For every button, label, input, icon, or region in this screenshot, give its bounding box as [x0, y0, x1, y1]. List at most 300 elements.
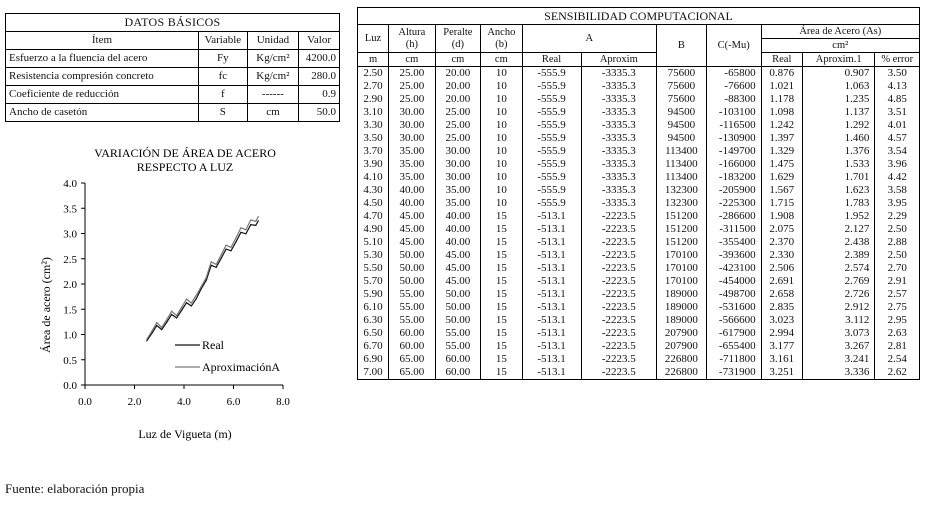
cell-luz: 2.50 — [358, 67, 389, 81]
data-point — [166, 319, 167, 320]
cell-error: 3.58 — [875, 184, 920, 197]
cell-altura: 50.00 — [389, 275, 436, 288]
cell-peralte: 45.00 — [435, 249, 481, 262]
data-point — [230, 247, 231, 248]
cell-a-aprox: -3335.3 — [581, 158, 657, 171]
cell-luz: 5.70 — [358, 275, 389, 288]
cell-as-aprox: 1.063 — [802, 80, 874, 93]
cell-peralte: 30.00 — [435, 171, 481, 184]
table-row — [358, 236, 920, 249]
cell-peralte: 30.00 — [435, 145, 481, 158]
cell-altura: 65.00 — [389, 353, 436, 366]
cell-ancho: 15 — [481, 223, 522, 236]
sensitivity-table — [357, 7, 920, 380]
basic-unit: cm — [247, 104, 298, 122]
cell-as-real: 3.177 — [761, 340, 802, 353]
cell-altura: 35.00 — [389, 145, 436, 158]
table-row — [358, 106, 920, 119]
basic-value: 0.9 — [299, 86, 340, 104]
cell-luz: 5.30 — [358, 249, 389, 262]
cell-a-real: -513.1 — [522, 340, 581, 353]
table-row — [358, 67, 920, 81]
table-row — [358, 145, 920, 158]
header-as-real: Real — [761, 53, 802, 67]
cell-as-aprox: 0.907 — [802, 67, 874, 81]
cell-a-real: -513.1 — [522, 353, 581, 366]
steel-area-chart — [20, 140, 340, 460]
cell-a-aprox: -2223.5 — [581, 210, 657, 223]
cell-peralte: 50.00 — [435, 301, 481, 314]
table-row — [358, 119, 920, 132]
cell-peralte: 35.00 — [435, 184, 481, 197]
cell-luz: 7.00 — [358, 366, 389, 380]
cell-a-real: -513.1 — [522, 236, 581, 249]
cell-error: 3.51 — [875, 106, 920, 119]
cell-c: -103100 — [706, 106, 761, 119]
cell-altura: 60.00 — [389, 327, 436, 340]
data-point — [211, 261, 212, 262]
cell-a-real: -555.9 — [522, 158, 581, 171]
cell-error: 4.57 — [875, 132, 920, 145]
cell-altura: 45.00 — [389, 236, 436, 249]
cell-as-real: 2.658 — [761, 288, 802, 301]
cell-luz: 2.90 — [358, 93, 389, 106]
chart-axes — [85, 183, 283, 385]
cell-a-aprox: -2223.5 — [581, 262, 657, 275]
cell-as-aprox: 1.292 — [802, 119, 874, 132]
cell-a-real: -513.1 — [522, 223, 581, 236]
cell-luz: 2.70 — [358, 80, 389, 93]
header-as-aprox: Aproxim.1 — [802, 53, 874, 67]
cell-as-aprox: 3.267 — [802, 340, 874, 353]
header-area-unit: cm² — [761, 39, 919, 53]
data-point — [225, 245, 226, 246]
data-point — [176, 317, 177, 318]
cell-c: -423100 — [706, 262, 761, 275]
cell-as-real: 1.021 — [761, 80, 802, 93]
y-tick-label: 0.5 — [63, 354, 77, 367]
data-point — [191, 302, 192, 303]
basic-unit: Kg/cm² — [247, 50, 298, 68]
basic-unit: ------ — [247, 86, 298, 104]
cell-b: 94500 — [657, 119, 707, 132]
data-point — [156, 325, 157, 326]
cell-a-aprox: -3335.3 — [581, 171, 657, 184]
cell-as-aprox: 3.336 — [802, 366, 874, 380]
cell-b: 113400 — [657, 171, 707, 184]
cell-error: 2.91 — [875, 275, 920, 288]
cell-as-real: 3.251 — [761, 366, 802, 380]
cell-c: -183200 — [706, 171, 761, 184]
cell-c: -205900 — [706, 184, 761, 197]
cell-peralte: 40.00 — [435, 236, 481, 249]
cell-as-aprox: 1.137 — [802, 106, 874, 119]
cell-luz: 6.30 — [358, 314, 389, 327]
data-point — [235, 237, 236, 238]
cell-ancho: 10 — [481, 197, 522, 210]
cell-peralte: 40.00 — [435, 210, 481, 223]
cell-altura: 60.00 — [389, 340, 436, 353]
header-ancho — [481, 25, 522, 53]
cell-peralte: 55.00 — [435, 340, 481, 353]
cell-a-real: -513.1 — [522, 249, 581, 262]
cell-as-aprox: 1.623 — [802, 184, 874, 197]
y-tick-label: 4.0 — [63, 178, 77, 190]
cell-as-real: 1.329 — [761, 145, 802, 158]
x-tick-label: 6.0 — [226, 396, 241, 408]
basic-variable: fc — [198, 68, 247, 86]
basic-row — [6, 50, 340, 68]
cell-c: -566600 — [706, 314, 761, 327]
chart-lines — [146, 216, 259, 341]
cell-b: 226800 — [657, 353, 707, 366]
cell-b: 151200 — [657, 223, 707, 236]
cell-b: 170100 — [657, 249, 707, 262]
data-point — [201, 286, 202, 287]
chart-ylabel: Área de acero (cm²) — [39, 257, 53, 353]
data-point — [196, 298, 197, 299]
cell-ancho: 15 — [481, 340, 522, 353]
data-point — [176, 315, 177, 316]
data-point — [161, 327, 162, 328]
data-point — [245, 229, 246, 230]
header-unit: Unidad — [247, 32, 298, 50]
cell-as-aprox: 1.783 — [802, 197, 874, 210]
cell-c: -65800 — [706, 67, 761, 81]
cell-altura: 45.00 — [389, 223, 436, 236]
cell-error: 2.29 — [875, 210, 920, 223]
x-tick-label: 0.0 — [78, 396, 92, 408]
data-point — [230, 250, 231, 251]
series-line-real — [147, 221, 258, 341]
cell-a-aprox: -3335.3 — [581, 132, 657, 145]
cell-a-aprox: -2223.5 — [581, 275, 657, 288]
basic-value: 50.0 — [299, 104, 340, 122]
cell-a-aprox: -2223.5 — [581, 223, 657, 236]
cell-error: 4.85 — [875, 93, 920, 106]
cell-ancho: 10 — [481, 145, 522, 158]
cell-a-real: -555.9 — [522, 106, 581, 119]
cell-b: 94500 — [657, 132, 707, 145]
cell-luz: 6.70 — [358, 340, 389, 353]
cell-as-aprox: 1.701 — [802, 171, 874, 184]
cell-b: 132300 — [657, 184, 707, 197]
cell-as-aprox: 1.376 — [802, 145, 874, 158]
cell-a-aprox: -3335.3 — [581, 197, 657, 210]
cell-altura: 55.00 — [389, 288, 436, 301]
cell-b: 207900 — [657, 327, 707, 340]
cell-as-aprox: 1.235 — [802, 93, 874, 106]
cell-as-real: 2.506 — [761, 262, 802, 275]
cell-b: 189000 — [657, 288, 707, 301]
source-note: Fuente: elaboración propia — [5, 481, 145, 496]
basic-row — [6, 68, 340, 86]
cell-peralte: 25.00 — [435, 119, 481, 132]
cell-c: -225300 — [706, 197, 761, 210]
cell-a-aprox: -2223.5 — [581, 249, 657, 262]
data-point — [146, 339, 147, 340]
data-point — [240, 232, 241, 233]
header-peralte-label: Peralte — [443, 26, 473, 38]
cell-b: 151200 — [657, 236, 707, 249]
cell-luz: 3.30 — [358, 119, 389, 132]
header-area: Área de Acero (As) — [761, 25, 919, 39]
basic-item: Ancho de casetón — [6, 104, 199, 122]
cell-error: 2.88 — [875, 236, 920, 249]
cell-a-aprox: -3335.3 — [581, 119, 657, 132]
cell-altura: 65.00 — [389, 366, 436, 380]
cell-ancho: 15 — [481, 275, 522, 288]
cell-as-aprox: 2.574 — [802, 262, 874, 275]
table-row — [358, 80, 920, 93]
cell-luz: 4.10 — [358, 171, 389, 184]
data-point — [250, 219, 251, 220]
cell-as-real: 0.876 — [761, 67, 802, 81]
basic-variable: f — [198, 86, 247, 104]
cell-as-real: 1.397 — [761, 132, 802, 145]
cell-ancho: 10 — [481, 158, 522, 171]
cell-altura: 50.00 — [389, 249, 436, 262]
cell-a-aprox: -3335.3 — [581, 80, 657, 93]
basic-variable: Fy — [198, 50, 247, 68]
cell-b: 151200 — [657, 210, 707, 223]
cell-as-real: 1.098 — [761, 106, 802, 119]
cell-c: -286600 — [706, 210, 761, 223]
cell-peralte: 60.00 — [435, 366, 481, 380]
cell-error: 2.50 — [875, 223, 920, 236]
cell-peralte: 35.00 — [435, 197, 481, 210]
cell-altura: 45.00 — [389, 210, 436, 223]
cell-c: -498700 — [706, 288, 761, 301]
cell-a-aprox: -2223.5 — [581, 340, 657, 353]
table-row — [358, 197, 920, 210]
cell-as-aprox: 3.112 — [802, 314, 874, 327]
cell-error: 2.81 — [875, 340, 920, 353]
data-point — [146, 340, 147, 341]
cell-a-real: -555.9 — [522, 197, 581, 210]
data-point — [235, 241, 236, 242]
cell-luz: 3.10 — [358, 106, 389, 119]
cell-luz: 4.70 — [358, 210, 389, 223]
cell-error: 4.42 — [875, 171, 920, 184]
data-point — [216, 264, 217, 265]
table-row — [358, 314, 920, 327]
cell-a-real: -555.9 — [522, 67, 581, 81]
cell-as-aprox: 2.389 — [802, 249, 874, 262]
table-row — [358, 275, 920, 288]
table-row — [358, 301, 920, 314]
cell-c: -617900 — [706, 327, 761, 340]
cell-as-aprox: 2.438 — [802, 236, 874, 249]
cell-ancho: 10 — [481, 171, 522, 184]
cell-luz: 6.50 — [358, 327, 389, 340]
cell-c: -76600 — [706, 80, 761, 93]
cell-as-real: 3.023 — [761, 314, 802, 327]
cell-b: 189000 — [657, 301, 707, 314]
cell-b: 75600 — [657, 93, 707, 106]
cell-altura: 30.00 — [389, 132, 436, 145]
cell-as-real: 2.075 — [761, 223, 802, 236]
cell-b: 132300 — [657, 197, 707, 210]
cell-ancho: 15 — [481, 210, 522, 223]
basic-unit: Kg/cm² — [247, 68, 298, 86]
cell-peralte: 20.00 — [435, 93, 481, 106]
cell-as-real: 1.715 — [761, 197, 802, 210]
cell-as-aprox: 2.769 — [802, 275, 874, 288]
cell-b: 170100 — [657, 262, 707, 275]
data-point — [206, 280, 207, 281]
y-tick-label: 3.5 — [63, 203, 77, 216]
cell-error: 4.01 — [875, 119, 920, 132]
table-row — [358, 223, 920, 236]
cell-peralte: 45.00 — [435, 262, 481, 275]
cell-peralte: 25.00 — [435, 132, 481, 145]
cell-as-real: 2.691 — [761, 275, 802, 288]
cell-a-real: -513.1 — [522, 314, 581, 327]
data-point — [250, 224, 251, 225]
cell-a-aprox: -2223.5 — [581, 353, 657, 366]
cell-as-real: 2.370 — [761, 236, 802, 249]
cell-error: 3.95 — [875, 197, 920, 210]
data-point — [225, 249, 226, 250]
cell-as-real: 2.835 — [761, 301, 802, 314]
cell-b: 189000 — [657, 314, 707, 327]
cell-as-real: 3.161 — [761, 353, 802, 366]
cell-altura: 25.00 — [389, 93, 436, 106]
cell-error: 2.70 — [875, 262, 920, 275]
cell-luz: 5.90 — [358, 288, 389, 301]
header-a-real: Real — [522, 53, 581, 67]
cell-as-real: 1.567 — [761, 184, 802, 197]
data-point — [181, 307, 182, 308]
header-altura-label: Altura — [398, 26, 426, 38]
cell-ancho: 10 — [481, 80, 522, 93]
cell-as-aprox: 1.952 — [802, 210, 874, 223]
cell-as-aprox: 1.460 — [802, 132, 874, 145]
header-item: Ítem — [6, 32, 199, 50]
table-row — [358, 327, 920, 340]
cell-a-real: -555.9 — [522, 184, 581, 197]
cell-error: 2.62 — [875, 366, 920, 380]
x-tick-label: 2.0 — [127, 396, 142, 408]
basic-value: 4200.0 — [299, 50, 340, 68]
cell-b: 170100 — [657, 275, 707, 288]
cell-as-real: 1.629 — [761, 171, 802, 184]
cell-c: -311500 — [706, 223, 761, 236]
cell-ancho: 15 — [481, 236, 522, 249]
header-error: % error — [875, 53, 920, 67]
cell-a-real: -513.1 — [522, 262, 581, 275]
cell-c: -166000 — [706, 158, 761, 171]
unit-peralte: cm — [435, 53, 481, 67]
cell-ancho: 10 — [481, 119, 522, 132]
cell-altura: 40.00 — [389, 197, 436, 210]
cell-luz: 4.50 — [358, 197, 389, 210]
cell-altura: 25.00 — [389, 80, 436, 93]
data-point — [221, 254, 222, 255]
header-a: A — [522, 25, 657, 53]
table-row — [358, 340, 920, 353]
data-point — [171, 311, 172, 312]
cell-c: -88300 — [706, 93, 761, 106]
sensitivity-title: SENSIBILIDAD COMPUTACIONAL — [358, 8, 920, 25]
cell-b: 94500 — [657, 106, 707, 119]
header-peralte-symbol: (d) — [451, 38, 464, 50]
cell-as-real: 2.330 — [761, 249, 802, 262]
y-tick-label: 3.0 — [63, 228, 77, 241]
chart-title-line-2: RESPECTO A LUZ — [136, 160, 234, 174]
cell-ancho: 10 — [481, 93, 522, 106]
cell-a-aprox: -2223.5 — [581, 314, 657, 327]
header-variable: Variable — [198, 32, 247, 50]
basic-value: 280.0 — [299, 68, 340, 86]
basic-item: Resistencia compresión concreto — [6, 68, 199, 86]
y-tick-label: 2.0 — [63, 279, 77, 291]
data-point — [171, 314, 172, 315]
chart-xlabel: Luz de Vigueta (m) — [138, 427, 232, 441]
data-point — [255, 221, 256, 222]
cell-a-real: -513.1 — [522, 210, 581, 223]
chart-legend — [175, 338, 280, 374]
table-row — [358, 132, 920, 145]
basic-data-title: DATOS BÁSICOS — [6, 14, 340, 32]
y-tick-label: 2.5 — [63, 253, 77, 266]
cell-error: 2.57 — [875, 288, 920, 301]
cell-a-real: -513.1 — [522, 275, 581, 288]
unit-luz: m — [358, 53, 389, 67]
header-peralte — [435, 25, 481, 53]
cell-ancho: 10 — [481, 67, 522, 81]
cell-a-aprox: -3335.3 — [581, 67, 657, 81]
cell-error: 2.95 — [875, 314, 920, 327]
cell-ancho: 15 — [481, 249, 522, 262]
data-point — [258, 216, 259, 217]
cell-a-aprox: -2223.5 — [581, 327, 657, 340]
data-point — [240, 227, 241, 228]
table-row — [358, 184, 920, 197]
header-ancho-symbol: (b) — [495, 38, 508, 50]
cell-b: 75600 — [657, 80, 707, 93]
table-row — [358, 353, 920, 366]
cell-error: 3.54 — [875, 145, 920, 158]
data-point — [166, 322, 167, 323]
table-row — [358, 262, 920, 275]
cell-error: 3.50 — [875, 67, 920, 81]
table-row — [358, 249, 920, 262]
unit-ancho: cm — [481, 53, 522, 67]
header-altura-symbol: (h) — [405, 38, 418, 50]
cell-c: -116500 — [706, 119, 761, 132]
cell-error: 2.63 — [875, 327, 920, 340]
cell-ancho: 15 — [481, 366, 522, 380]
cell-a-real: -555.9 — [522, 80, 581, 93]
cell-a-real: -513.1 — [522, 366, 581, 380]
table-row — [358, 210, 920, 223]
cell-c: -531600 — [706, 301, 761, 314]
cell-a-real: -555.9 — [522, 145, 581, 158]
header-altura — [389, 25, 436, 53]
cell-altura: 30.00 — [389, 106, 436, 119]
cell-c: -393600 — [706, 249, 761, 262]
cell-as-real: 1.908 — [761, 210, 802, 223]
cell-luz: 3.70 — [358, 145, 389, 158]
cell-peralte: 45.00 — [435, 275, 481, 288]
data-point — [151, 331, 152, 332]
cell-a-real: -555.9 — [522, 93, 581, 106]
data-point — [258, 220, 259, 221]
cell-peralte: 60.00 — [435, 353, 481, 366]
cell-a-aprox: -3335.3 — [581, 93, 657, 106]
